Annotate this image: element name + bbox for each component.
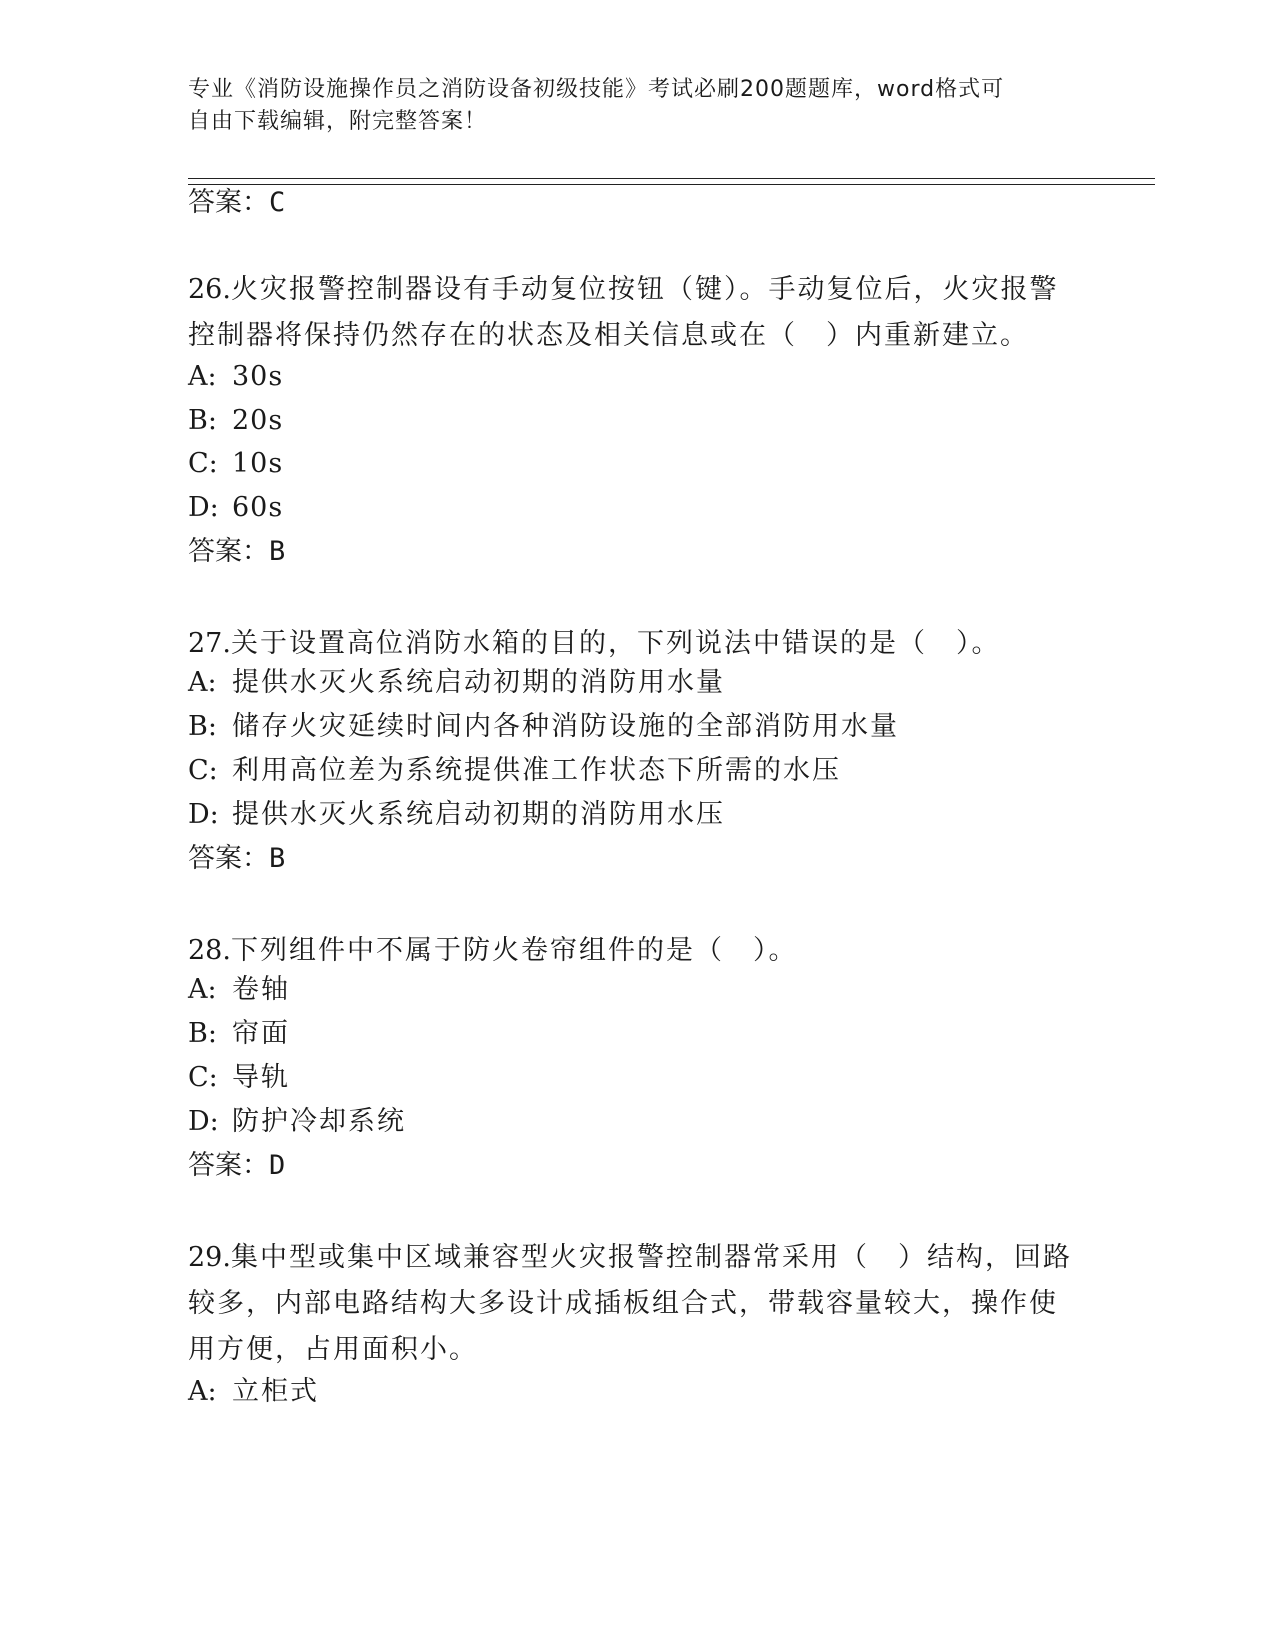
option-text: 导轨 <box>232 1062 290 1093</box>
option-letter: C: <box>188 755 218 786</box>
question-29-option-a <box>188 1375 319 1409</box>
option-letter: A: <box>188 667 217 698</box>
option-text: 提供水灭火系统启动初期的消防用水量 <box>232 667 725 698</box>
question-27-text <box>188 621 1078 667</box>
answer-label: 答案： <box>188 843 269 874</box>
option-text: 利用高位差为系统提供准工作状态下所需的水压 <box>232 755 841 786</box>
option-letter: A: <box>188 974 217 1005</box>
question-number: 29. <box>188 1242 231 1273</box>
question-number: 27. <box>188 628 231 659</box>
question-body: 火灾报警控制器设有手动复位按钮（键）。手动复位后，火灾报警控制器将保持仍然存在的状态及相关信息或在（ ）内重新建立。 <box>188 274 1059 351</box>
option-letter: B: <box>188 1018 217 1049</box>
option-letter: A: <box>188 361 217 392</box>
question-26-option-b <box>188 404 283 438</box>
option-letter: C: <box>188 1062 218 1093</box>
question-body: 集中型或集中区域兼容型火灾报警控制器常采用（ ）结构，回路较多，内部电路结构大多设计成插板组合式，带载容量较大，操作使用方便，占用面积小。 <box>188 1242 1072 1365</box>
option-text: 立柜式 <box>232 1376 319 1407</box>
header-divider-bottom <box>188 184 1155 185</box>
option-letter: B: <box>188 405 217 436</box>
answer-label: 答案： <box>188 536 269 567</box>
option-text: 60s <box>232 492 284 523</box>
answer-value: D <box>269 1150 286 1181</box>
question-26-option-d <box>188 491 283 525</box>
question-29-text <box>188 1235 1078 1373</box>
question-26-text <box>188 267 1078 359</box>
option-text: 卷轴 <box>232 974 290 1005</box>
answer-value: C <box>269 187 286 218</box>
answer-label: 答案： <box>188 1150 269 1181</box>
option-text: 20s <box>232 405 284 436</box>
option-text: 提供水灭火系统启动初期的消防用水压 <box>232 799 725 830</box>
option-text: 帘面 <box>232 1018 290 1049</box>
header-divider-top <box>188 178 1155 179</box>
question-26-option-c <box>188 447 283 481</box>
question-number: 26. <box>188 274 231 305</box>
question-27-answer <box>188 842 285 876</box>
answer-value: B <box>269 843 286 874</box>
question-26-option-a <box>188 360 283 394</box>
option-letter: D: <box>188 1106 219 1137</box>
option-text: 10s <box>232 448 284 479</box>
question-28-option-a <box>188 973 290 1007</box>
question-number: 28. <box>188 935 231 966</box>
question-28-option-b <box>188 1017 290 1051</box>
question-26-answer <box>188 535 285 569</box>
option-letter: C: <box>188 448 218 479</box>
option-letter: D: <box>188 492 219 523</box>
question-27-option-c <box>188 754 841 788</box>
answer-value: B <box>269 536 286 567</box>
question-28-answer <box>188 1149 285 1183</box>
question-28-option-d <box>188 1105 406 1139</box>
option-text: 30s <box>232 361 284 392</box>
question-28-option-c <box>188 1061 290 1095</box>
question-27-option-b <box>188 710 899 744</box>
question-body: 下列组件中不属于防火卷帘组件的是（ ）。 <box>230 935 798 966</box>
option-text: 防护冷却系统 <box>232 1106 406 1137</box>
option-letter: A: <box>188 1376 217 1407</box>
header-line-2: 自由下载编辑，附完整答案！ <box>188 109 488 134</box>
option-letter: D: <box>188 799 219 830</box>
question-27-option-d <box>188 798 725 832</box>
question-body: 关于设置高位消防水箱的目的，下列说法中错误的是（ ）。 <box>230 628 1001 659</box>
option-text: 储存火灾延续时间内各种消防设施的全部消防用水量 <box>232 711 899 742</box>
answer-label: 答案： <box>188 187 269 218</box>
document-header <box>188 74 1088 138</box>
question-27-option-a <box>188 666 725 700</box>
header-line-1: 专业《消防设施操作员之消防设备初级技能》考试必刷200题题库，word格式可 <box>188 77 1005 102</box>
question-28-text <box>188 928 1078 974</box>
answer-line-25 <box>188 186 285 220</box>
option-letter: B: <box>188 711 217 742</box>
